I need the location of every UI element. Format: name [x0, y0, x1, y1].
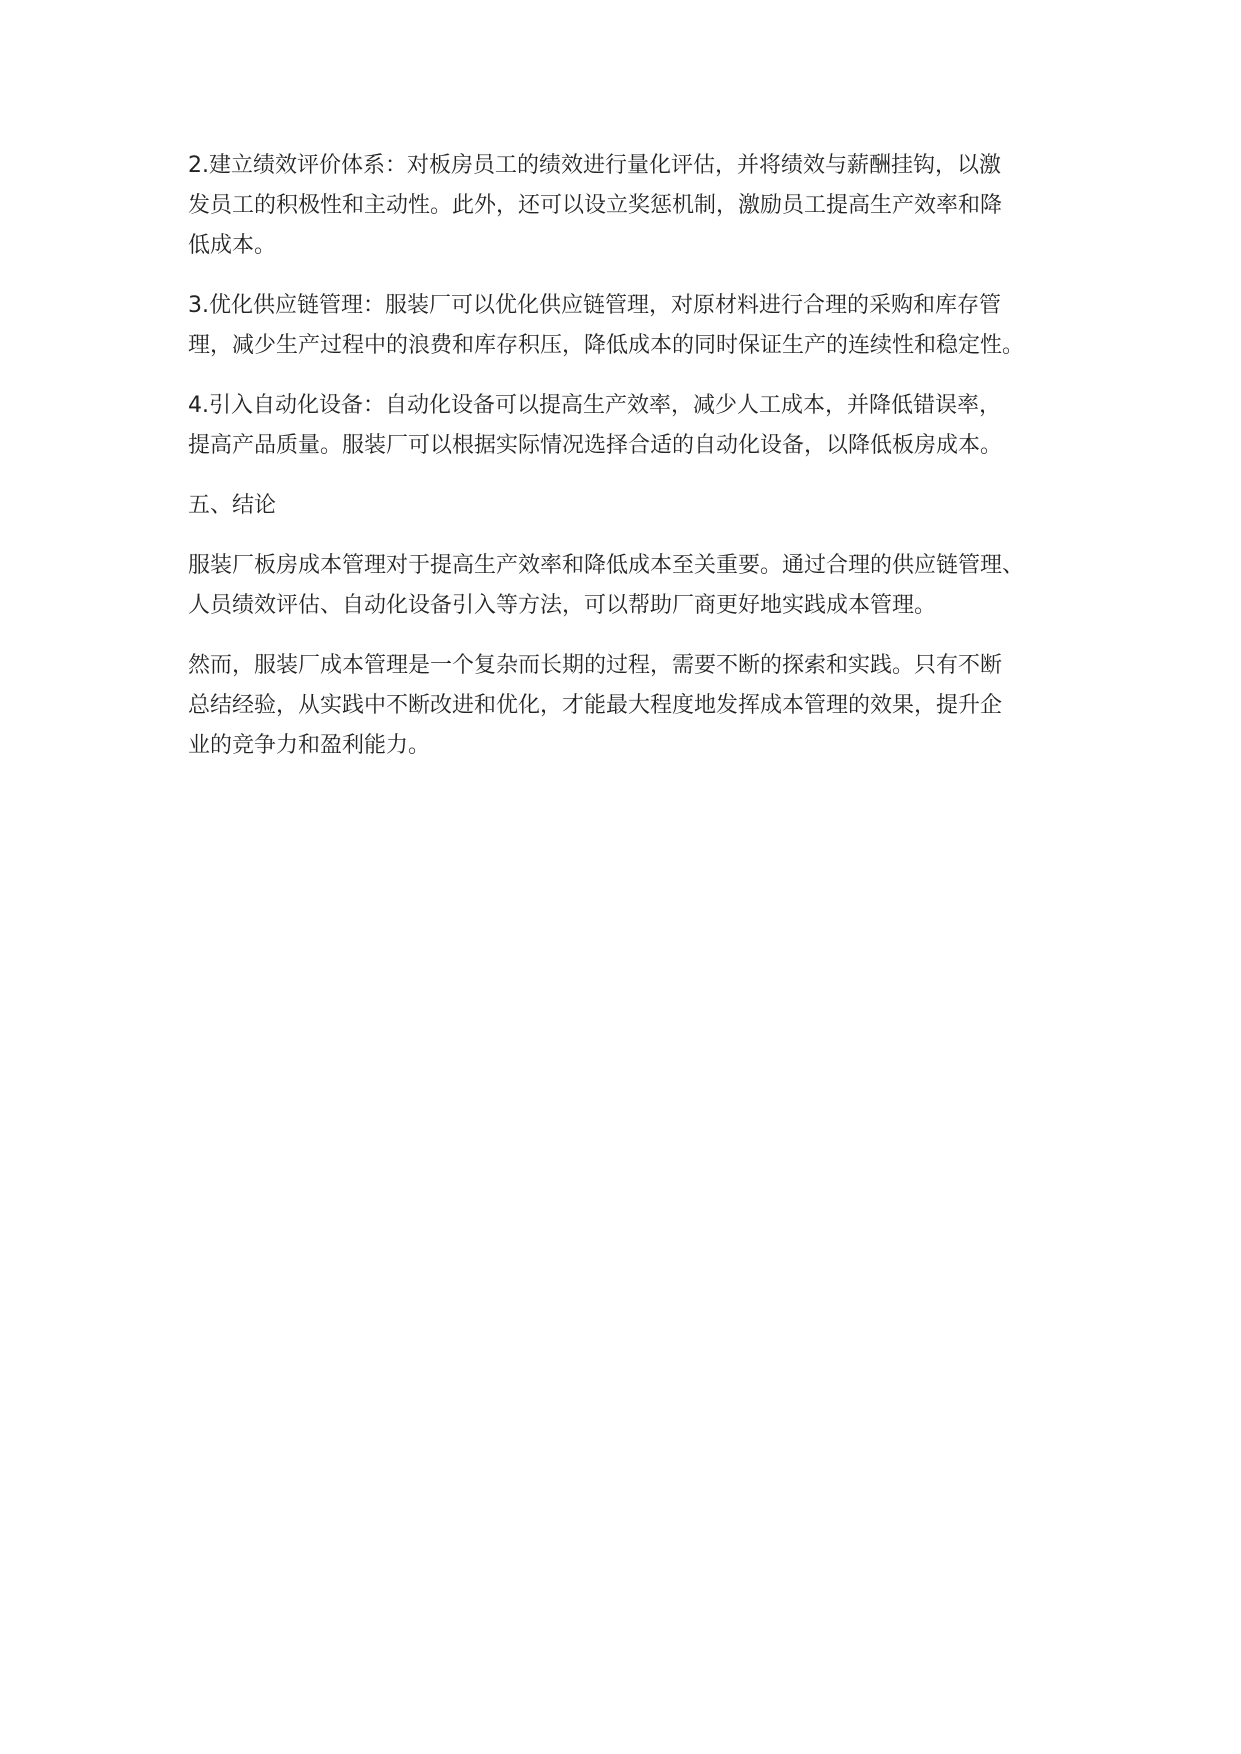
text-line: 发员工的积极性和主动性。此外，还可以设立奖惩机制，激励员工提高生产效率和降 — [188, 193, 1003, 218]
paragraph-performance-evaluation — [188, 146, 1068, 266]
text-line: 总结经验，从实践中不断改进和优化，才能最大程度地发挥成本管理的效果，提升企 — [188, 693, 1003, 718]
text-line: 人员绩效评估、自动化设备引入等方法，可以帮助厂商更好地实践成本管理。 — [188, 593, 937, 618]
text-line: 2.建立绩效评价体系：对板房员工的绩效进行量化评估，并将绩效与薪酬挂钩，以激 — [188, 153, 1001, 178]
document-body — [188, 146, 1068, 786]
text-line: 提高产品质量。服装厂可以根据实际情况选择合适的自动化设备，以降低板房成本。 — [188, 433, 1003, 458]
text-line: 4.引入自动化设备：自动化设备可以提高生产效率，减少人工成本，并降低错误率， — [188, 393, 1001, 418]
section-heading-conclusion: 五、结论 — [188, 493, 277, 518]
paragraph-conclusion-summary — [188, 546, 1068, 626]
text-line: 然而，服装厂成本管理是一个复杂而长期的过程，需要不断的探索和实践。只有不断 — [188, 653, 1003, 678]
text-line: 服装厂板房成本管理对于提高生产效率和降低成本至关重要。通过合理的供应链管理、 — [188, 553, 1025, 578]
text-line: 业的竞争力和盈利能力。 — [188, 733, 431, 758]
paragraph-supply-chain — [188, 286, 1068, 366]
paragraph-automation — [188, 386, 1068, 466]
paragraph-conclusion-outlook — [188, 646, 1068, 766]
text-line: 3.优化供应链管理：服装厂可以优化供应链管理，对原材料进行合理的采购和库存管 — [188, 293, 1001, 318]
text-line: 低成本。 — [188, 233, 277, 258]
text-line: 理，减少生产过程中的浪费和库存积压，降低成本的同时保证生产的连续性和稳定性。 — [188, 333, 1025, 358]
